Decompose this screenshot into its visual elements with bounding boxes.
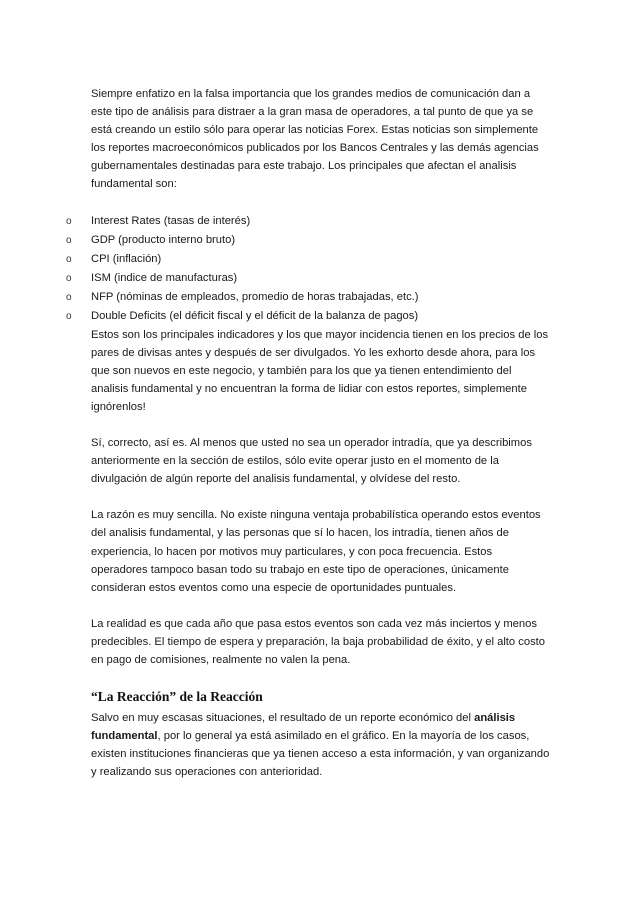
paragraph-2: Sí, correcto, así es. Al menos que usted no sea un operador intradía, que ya describimos anteriormente en la sección de estilos, sólo evite operar justo en el momento de la divulgación de algún reporte del analisis fundamental, y olvídese del resto. [91, 437, 532, 486]
list-item-text: NFP (nóminas de empleados, promedio de horas trabajadas, etc.) [91, 290, 419, 303]
paragraph-4: La realidad es que cada año que pasa estos eventos son cada vez más inciertos y menos predecibles. El tiempo de espera y preparación, la baja probabilidad de éxito, y el alto costo en pago de comisiones, realmente no valen la pena. [91, 617, 545, 666]
bullet-marker: o [66, 310, 72, 322]
bullet-marker: o [66, 234, 72, 246]
list-item [66, 212, 551, 231]
bullet-marker: o [66, 253, 72, 265]
list-item [66, 288, 551, 307]
final-paragraph-part1: Salvo en muy escasas situaciones, el resultado de un reporte económico del [91, 712, 475, 725]
list-item-text: Double Deficits (el déficit fiscal y el déficit de la balanza de pagos) [91, 309, 419, 322]
list-item [66, 269, 551, 288]
list-item [66, 250, 551, 269]
intro-paragraph: Siempre enfatizo en la falsa importancia que los grandes medios de comunicación dan a este tipo de análisis para distraer a la gran masa de operadores, a tal punto de que ya se está creando un estilo sólo para operar las noticias Forex. Estas noticias son simplemente los reportes macroeconómicos publicados por los Bancos Centrales y las demás agencias gubernamentales destinadas para este trabajo. Los principales que afectan el analisis fundamental son: [91, 88, 539, 191]
list-item-text: ISM (indice de manufacturas) [91, 271, 238, 284]
bullet-marker: o [66, 272, 72, 284]
after-list-paragraph: Estos son los principales indicadores y los que mayor incidencia tienen en los precios de los pares de divisas antes y después de ser divulgados. Yo les exhorto desde ahora, para los que son nuevos en este negocio, y también para los que ya tienen entendimiento del analisis fundamental y no encuentran la forma de lidiar con estos reportes, simplemente ignórenlos! [91, 328, 549, 413]
section-heading: “La Reacción” de la Reacción [91, 689, 263, 705]
indicator-list [66, 212, 551, 326]
bullet-marker: o [66, 291, 72, 303]
list-item [66, 231, 551, 250]
list-item-text: GDP (producto interno bruto) [91, 233, 236, 246]
list-item [66, 307, 551, 326]
final-paragraph-part2: , por lo general ya está asimilado en el gráfico. En la mayoría de los casos, existen instituciones financieras que ya tienen acceso a esta información, y van organizando y realizando sus operaciones con anterioridad. [91, 730, 550, 779]
bullet-marker: o [66, 215, 72, 227]
paragraph-3: La razón es muy sencilla. No existe ninguna ventaja probabilística operando estos eventos del analisis fundamental, y las personas que sí lo hacen, los intradía, tienen años de experiencia, lo hacen por motivos muy particulares, y con poca frecuencia. Estos operadores tampoco basan todo su trabajo en este tipo de operaciones, únicamente consideran estos eventos como una especie de oportunidades puntuales. [91, 509, 541, 594]
document-body [66, 85, 551, 799]
list-item-text: CPI (inflación) [91, 252, 162, 265]
final-paragraph [91, 709, 551, 781]
list-item-text: Interest Rates (tasas de interés) [91, 214, 251, 227]
bold-term: análisis fundamental [91, 712, 516, 743]
